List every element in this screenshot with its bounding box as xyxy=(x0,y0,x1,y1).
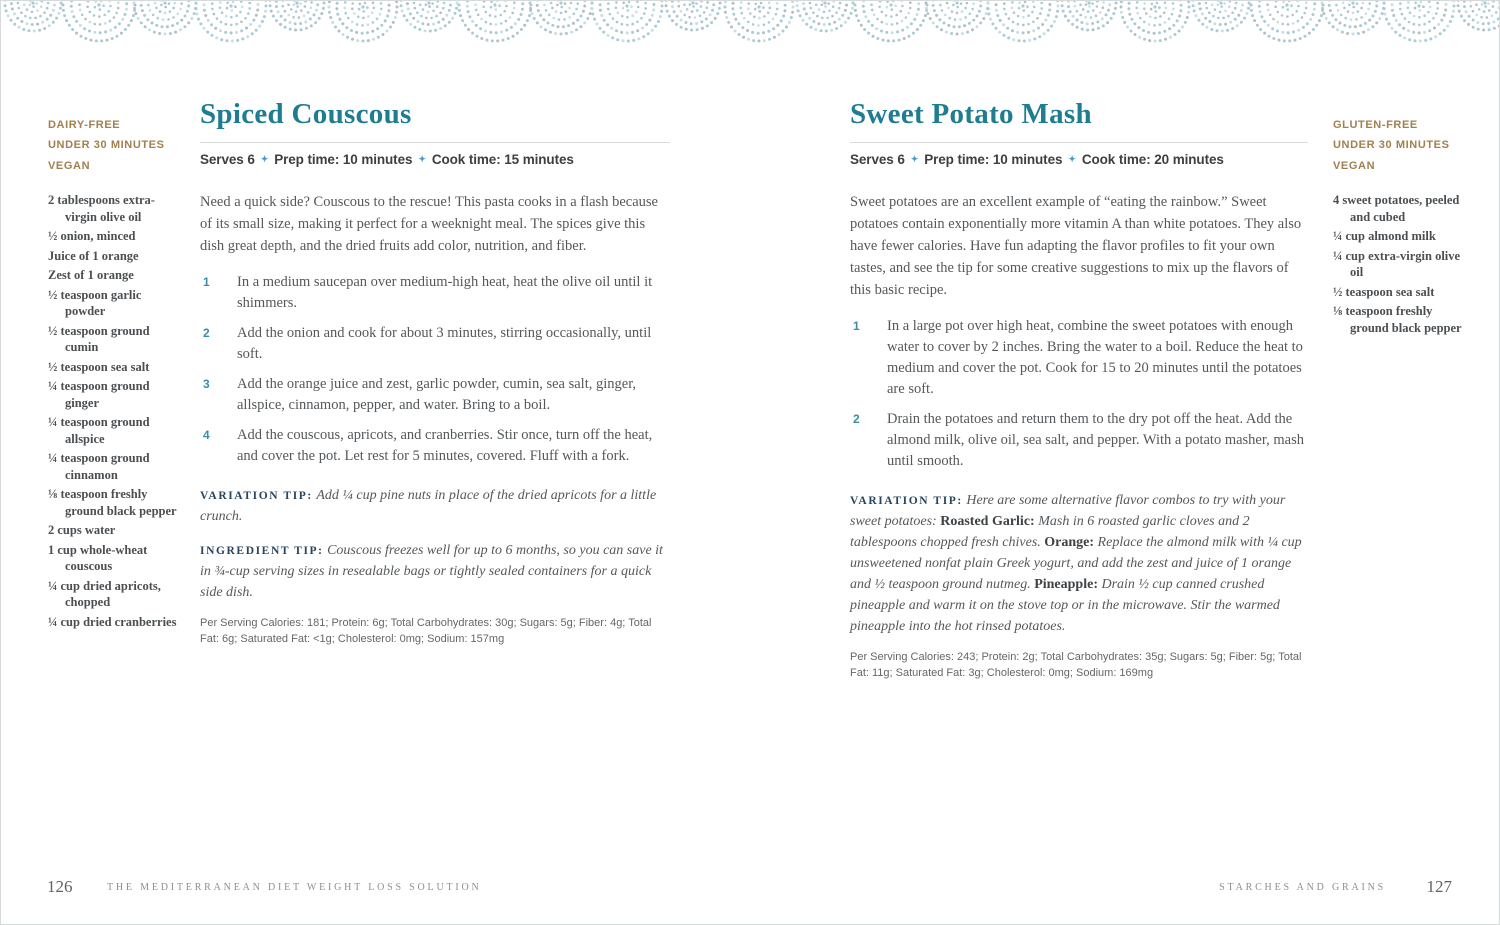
tip-text-segment: Drain ½ cup canned crushed pineapple and warm it on the stove top or in the microwave. Stir the warmed pineapple into the hot rinsed potatoes. xyxy=(850,577,1280,635)
left-diet-labels xyxy=(48,115,198,176)
diet-label-dairy-free: DAIRY-FREE xyxy=(48,119,121,131)
tip-label: INGREDIENT TIP: xyxy=(200,545,324,558)
step-number: 1 xyxy=(853,319,860,334)
step-number: 4 xyxy=(203,428,210,443)
ingredient-item: ¼ cup dried cranberries xyxy=(48,614,177,629)
cook-time-text: Cook time: 15 minutes xyxy=(431,152,574,167)
left-page-number: 126 xyxy=(47,877,73,896)
diamond-separator-icon: ✦ xyxy=(1068,154,1076,164)
section-running-head: STARCHES AND GRAINS xyxy=(1219,882,1386,893)
left-serves-line xyxy=(200,152,670,167)
right-recipe-body xyxy=(850,98,1308,682)
ingredient-item: ¼ cup dried apricots, chopped xyxy=(48,578,161,609)
left-nutrition-line: Per Serving Calories: 181; Protein: 6g; Total Carbohydrates: 30g; Sugars: 5g; Fiber: 4g; Total Fat: 6g; Saturated Fat: <1g; Cholesterol: 0mg; Sodium: 157mg xyxy=(200,617,652,646)
left-steps-list xyxy=(200,272,670,467)
right-serves-line xyxy=(850,152,1308,167)
step-number: 3 xyxy=(203,377,210,392)
serves-text: Serves 6 xyxy=(200,152,255,167)
tip-text-segment: Orange: xyxy=(1044,535,1098,551)
ingredient-item: ¼ teaspoon ground cinnamon xyxy=(48,451,150,482)
ingredient-item: ½ teaspoon sea salt xyxy=(48,359,150,374)
ingredient-item: Juice of 1 orange xyxy=(48,248,139,263)
diet-label-under-30: UNDER 30 MINUTES xyxy=(48,139,165,152)
ingredient-item: ⅛ teaspoon freshly ground black pepper xyxy=(48,487,177,518)
diet-label-vegan: VEGAN xyxy=(1333,159,1376,172)
right-recipe-title: Sweet Potato Mash xyxy=(850,98,1092,130)
prep-time-text: Prep time: 10 minutes xyxy=(924,152,1063,167)
ingredient-item: ¼ cup extra-virgin olive oil xyxy=(1333,248,1461,279)
recipe-step xyxy=(200,323,670,365)
book-title-running-head: THE MEDITERRANEAN DIET WEIGHT LOSS SOLUTION xyxy=(107,882,482,893)
recipe-step xyxy=(200,425,670,467)
ingredient-item: 2 cups water xyxy=(48,523,116,537)
tip-text-segment: Mash in 6 roasted garlic cloves and 2 tablespoons chopped fresh chives. xyxy=(850,514,1250,551)
step-number: 2 xyxy=(853,412,860,427)
step-text: Add the couscous, apricots, and cranberries. Stir once, turn off the heat, and cover the pot. Let rest for 5 minutes, covered. Fluff with a fork. xyxy=(237,427,653,465)
left-recipe-title: Spiced Couscous xyxy=(200,98,412,130)
right-nutrition-line: Per Serving Calories: 243; Protein: 2g; Total Carbohydrates: 35g; Sugars: 5g; Fiber: 5g; Total Fat: 11g; Saturated Fat: 3g; Cholesterol: 0mg; Sodium: 169mg xyxy=(850,651,1302,680)
ingredient-item: ½ onion, minced xyxy=(48,229,136,243)
prep-time-text: Prep time: 10 minutes xyxy=(274,152,413,167)
diamond-separator-icon: ✦ xyxy=(418,154,426,164)
step-text: Drain the potatoes and return them to the dry pot off the heat. Add the almond milk, olive oil, sea salt, and pepper. With a potato masher, mash until smooth. xyxy=(887,411,1304,470)
step-text: Add the orange juice and zest, garlic powder, cumin, sea salt, ginger, allspice, cinnamon, pepper, and water. Bring to a boil. xyxy=(237,376,637,414)
ingredient-item: 2 tablespoons extra-virgin olive oil xyxy=(48,193,155,224)
title-rule xyxy=(850,142,1308,143)
title-rule xyxy=(200,142,670,143)
recipe-step xyxy=(850,316,1308,400)
diet-label-gluten-free: GLUTEN-FREE xyxy=(1333,119,1418,131)
ingredient-item: ⅛ teaspoon freshly ground black pepper xyxy=(1333,304,1462,335)
left-tips xyxy=(200,485,670,603)
step-number: 1 xyxy=(203,275,210,290)
left-intro-paragraph: Need a quick side? Couscous to the rescue! This pasta cooks in a flash because of its small size, making it perfect for a weeknight meal. The spices give this dish great depth, and the dried fruits add color, nutrition, and fiber. xyxy=(200,194,658,255)
left-recipe-body xyxy=(200,98,670,648)
right-tips xyxy=(850,490,1308,637)
right-page-number: 127 xyxy=(1426,877,1452,896)
tip-label: VARIATION TIP: xyxy=(200,490,313,503)
right-steps-list xyxy=(850,316,1308,472)
diamond-separator-icon: ✦ xyxy=(910,154,919,164)
step-text: Add the onion and cook for about 3 minutes, stirring occasionally, until soft. xyxy=(237,325,652,363)
step-number: 2 xyxy=(203,326,210,341)
ingredient-item: ½ teaspoon sea salt xyxy=(1333,284,1435,299)
tip-paragraph xyxy=(200,485,670,527)
ingredient-item: 4 sweet potatoes, peeled and cubed xyxy=(1333,193,1460,224)
tip-text-segment: Replace the almond milk with ¼ cup unsweetened nonfat plain Greek yogurt, and add the zest and juice of 1 orange and ½ teaspoon ground nutmeg. xyxy=(850,535,1302,593)
recipe-step xyxy=(200,272,670,314)
diet-label-under-30: UNDER 30 MINUTES xyxy=(1333,139,1450,152)
ingredient-item: ¼ cup almond milk xyxy=(1333,229,1436,243)
right-ingredients-list xyxy=(1333,192,1467,339)
serves-text: Serves 6 xyxy=(850,152,905,167)
ingredient-item: ½ teaspoon ground cumin xyxy=(48,323,150,354)
recipe-step xyxy=(200,374,670,416)
tip-text-segment: Pineapple: xyxy=(1034,577,1102,593)
ingredient-item: ¼ teaspoon ground ginger xyxy=(48,379,150,410)
diamond-separator-icon: ✦ xyxy=(260,154,269,164)
right-diet-labels xyxy=(1333,115,1483,176)
step-text: In a large pot over high heat, combine the sweet potatoes with enough water to cover by 2 inches. Bring the water to a boil. Reduce the heat to medium and cover the pot. Cook for 15 to 20 minutes until the potatoes are soft. xyxy=(887,318,1303,398)
tip-paragraph xyxy=(200,540,670,603)
ingredient-item: ½ teaspoon garlic powder xyxy=(48,287,142,318)
diet-label-vegan: VEGAN xyxy=(48,159,91,172)
tip-text-segment: Couscous freezes well for up to 6 months, so you can save it in ¾-cup serving sizes in resealable bags or tightly sealed containers for a quick side dish. xyxy=(200,543,663,601)
left-ingredients-list xyxy=(48,192,182,633)
ingredient-item: ¼ teaspoon ground allspice xyxy=(48,415,150,446)
tip-text-segment: Roasted Garlic: xyxy=(940,514,1039,530)
tip-text-segment: Here are some alternative flavor combos to try with your sweet potatoes: xyxy=(850,493,1286,530)
ingredient-item: 1 cup whole-wheat couscous xyxy=(48,542,148,573)
ingredient-item: Zest of 1 orange xyxy=(48,268,134,282)
tip-label: VARIATION TIP: xyxy=(850,495,963,508)
step-text: In a medium saucepan over medium-high heat, heat the olive oil until it shimmers. xyxy=(237,274,653,312)
right-intro-paragraph: Sweet potatoes are an excellent example of “eating the rainbow.” Sweet potatoes contain exponentially more vitamin A than white potatoes. They also have fewer calories. Have fun adapting the flavor profiles to fit your own tastes, and see the tip for some creative suggestions to mix up the flavors of this basic recipe. xyxy=(850,194,1302,299)
tip-paragraph xyxy=(850,490,1308,637)
recipe-step xyxy=(850,409,1308,472)
dotted-medallion-border xyxy=(1,1,1500,53)
cook-time-text: Cook time: 20 minutes xyxy=(1081,152,1224,167)
tip-text-segment: Add ¼ cup pine nuts in place of the dried apricots for a little crunch. xyxy=(200,488,657,525)
